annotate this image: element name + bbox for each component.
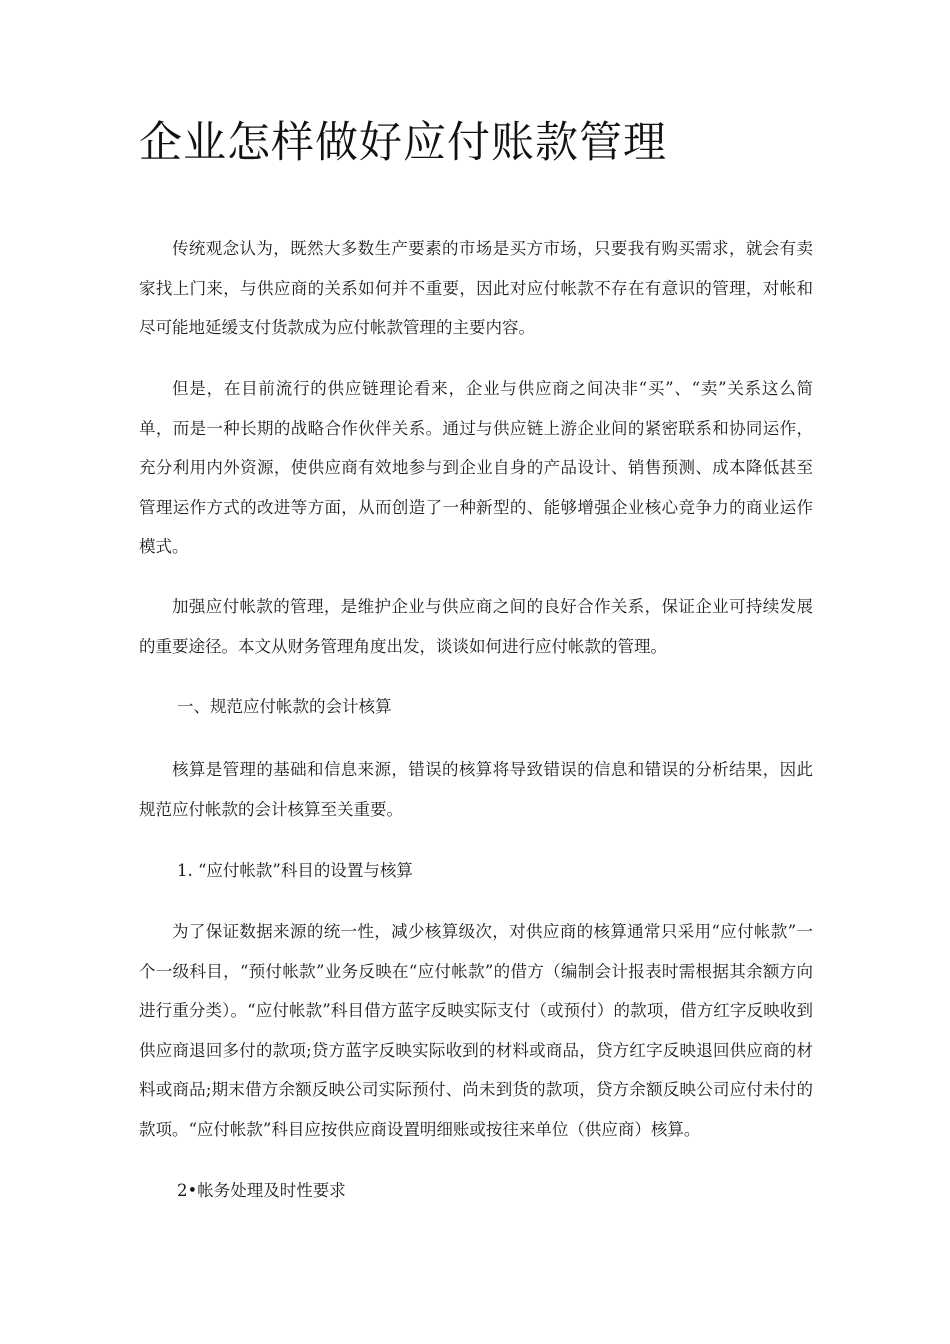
paragraph-accounting-basis: 核算是管理的基础和信息来源，错误的核算将导致错误的信息和错误的分析结果，因此规范应付帐款的会计核算至关重要。 <box>139 760 813 819</box>
paragraph-supply-chain: 但是，在目前流行的供应链理论看来，企业与供应商之间决非“买”、“卖”关系这么简单，而是一种长期的战略合作伙伴关系。通过与供应链上游企业间的紧密联系和协同运作，充分利用内外资源，使供应商有效地参与到企业自身的产品设计、销售预测、成本降低甚至管理运作方式的改进等方面，从而创造了一种新型的、能够增强企业核心竞争力的商业运作模式。 <box>139 379 813 556</box>
paragraph-intro: 传统观念认为，既然大多数生产要素的市场是买方市场，只要我有购买需求，就会有卖家找上门来，与供应商的关系如何并不重要，因此对应付帐款不存在有意识的管理，对帐和尽可能地延缓支付货款成为应付帐款管理的主要内容。 <box>139 239 813 337</box>
subsection-heading-timeliness: 2•帐务处理及时性要求 <box>177 1181 346 1200</box>
paragraph-importance: 加强应付帐款的管理，是维护企业与供应商之间的良好合作关系，保证企业可持续发展的重要途径。本文从财务管理角度出发，谈谈如何进行应付帐款的管理。 <box>139 597 813 656</box>
paragraph-account-setup: 为了保证数据来源的统一性，减少核算级次，对供应商的核算通常只采用“应付帐款”一个一级科目，“预付帐款”业务反映在“应付帐款”的借方（编制会计报表时需根据其余额方向进行重分类）。“应付帐款”科目借方蓝字反映实际支付（或预付）的款项，借方红字反映收到供应商退回多付的款项;贷方蓝字反映实际收到的材料或商品，贷方红字反映退回供应商的材料或商品;期末借方余额反映公司实际预付、尚未到货的款项，贷方余额反映公司应付未付的款项。“应付帐款”科目应按供应商设置明细账或按往来单位（供应商）核算。 <box>139 922 813 1139</box>
document-title: 企业怎样做好应付账款管理 <box>139 118 667 168</box>
subsection-heading-account-setup: 1. “应付帐款”科目的设置与核算 <box>177 861 413 880</box>
section-heading-accounting: 一、规范应付帐款的会计核算 <box>177 697 392 716</box>
